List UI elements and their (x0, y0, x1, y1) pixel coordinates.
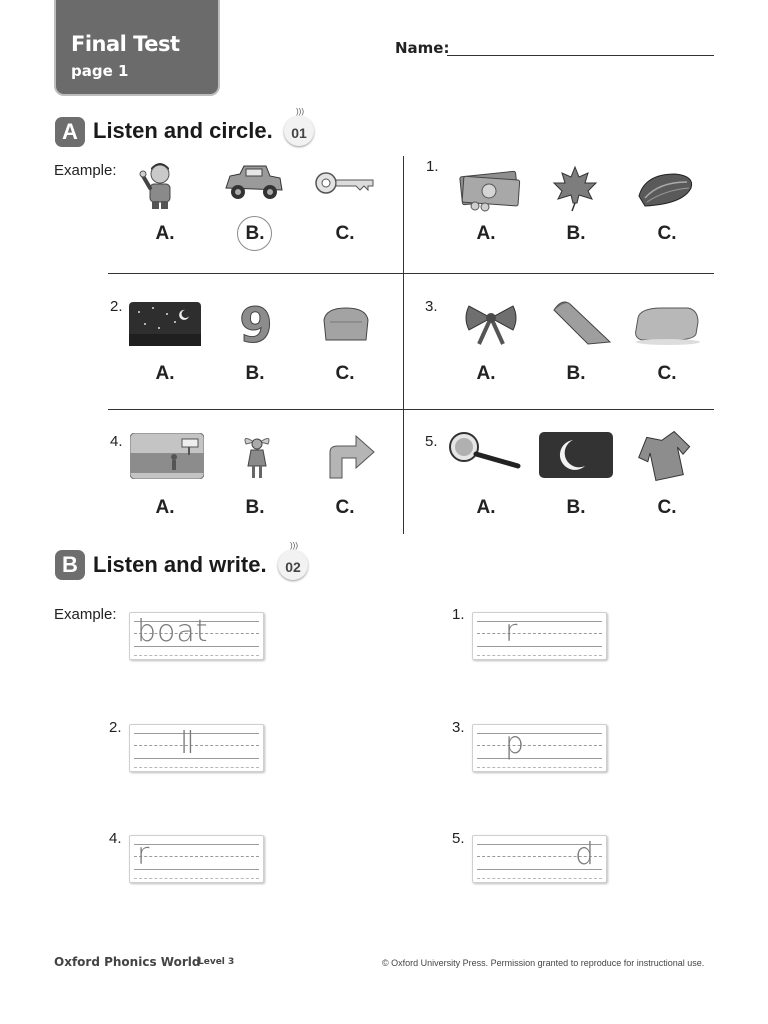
writing-box-1[interactable] (472, 612, 607, 660)
svg-text:9: 9 (239, 300, 273, 346)
audio-track-01[interactable] (284, 108, 316, 146)
boy-waving-picture (138, 160, 182, 210)
track-number: 02 (278, 550, 308, 580)
section-a-badge: A (55, 117, 85, 147)
choice-b[interactable]: B. (245, 363, 265, 384)
cone-picture (548, 298, 614, 346)
name-field[interactable] (447, 55, 714, 56)
soap-picture (632, 304, 702, 346)
choice-b[interactable]: B. (566, 497, 586, 518)
write-item-3-number: 3. (452, 719, 465, 736)
money-picture (457, 168, 523, 212)
given-letters: r (137, 837, 151, 872)
bow-picture (463, 302, 519, 346)
fairy-picture (242, 432, 272, 482)
choice-a[interactable]: A. (476, 497, 496, 518)
grid-divider-vertical (403, 156, 404, 534)
example-label: Example: (54, 162, 117, 179)
name-label: Name: (395, 39, 450, 57)
bread-picture (320, 304, 372, 344)
choice-b[interactable]: B. (566, 223, 586, 244)
writing-box-2[interactable] (129, 724, 264, 772)
given-letters: p (505, 726, 526, 761)
track-number: 01 (284, 116, 314, 146)
choice-b[interactable]: B. (566, 363, 586, 384)
given-letters: ll (180, 726, 193, 761)
maple-leaf-picture (550, 163, 600, 213)
choice-c[interactable]: C. (335, 497, 355, 518)
choice-c[interactable]: C. (657, 497, 677, 518)
night-sky-picture (129, 302, 201, 346)
jacket-picture (637, 430, 693, 482)
choice-c[interactable]: C. (657, 223, 677, 244)
page-title: Final Test (71, 32, 180, 56)
page-subtitle: page 1 (71, 62, 129, 80)
given-letters: r (505, 614, 519, 649)
seed-picture (635, 168, 697, 210)
write-item-4-number: 4. (109, 830, 122, 847)
item-2-number: 2. (110, 298, 123, 315)
writing-box-4[interactable] (129, 835, 264, 883)
section-b-title: Listen and write. (93, 552, 267, 577)
item-1-number: 1. (426, 158, 439, 175)
choice-a[interactable]: A. (476, 223, 496, 244)
jeep-picture (222, 162, 286, 204)
road-sign-picture (130, 433, 204, 479)
grid-divider-row-1 (108, 273, 714, 274)
given-letters: d (575, 837, 596, 872)
magnifying-glass-picture (446, 430, 522, 472)
choice-b[interactable]: B. (245, 497, 265, 518)
number-nine-picture (238, 300, 274, 346)
item-3-number: 3. (425, 298, 438, 315)
section-a-title: Listen and circle. (93, 118, 273, 143)
choice-c[interactable]: C. (335, 223, 355, 244)
audio-icon: ))) (290, 541, 298, 550)
footer-level: Level 3 (198, 957, 235, 967)
writing-box-3[interactable] (472, 724, 607, 772)
footer-brand: Oxford Phonics World (54, 955, 201, 969)
choice-a[interactable]: A. (476, 363, 496, 384)
write-item-5-number: 5. (452, 830, 465, 847)
writing-box-example (129, 612, 264, 660)
write-item-1-number: 1. (452, 606, 465, 623)
choice-a[interactable]: A. (155, 497, 175, 518)
moon-picture (539, 432, 613, 478)
key-picture (313, 170, 377, 198)
choice-c[interactable]: C. (657, 363, 677, 384)
choice-b[interactable]: B. (245, 223, 265, 244)
turn-arrow-picture (326, 434, 376, 480)
grid-divider-row-2 (108, 409, 714, 410)
section-b-badge: B (55, 550, 85, 580)
choice-a[interactable]: A. (155, 363, 175, 384)
write-item-2-number: 2. (109, 719, 122, 736)
item-5-number: 5. (425, 433, 438, 450)
footer-copyright: © Oxford University Press. Permission granted to reproduce for instructional use. (382, 958, 705, 968)
example-label: Example: (54, 606, 117, 623)
example-answer-text: boat (137, 614, 209, 649)
audio-track-02[interactable] (278, 542, 310, 580)
choice-c[interactable]: C. (335, 363, 355, 384)
choice-a[interactable]: A. (155, 223, 175, 244)
audio-icon: ))) (296, 107, 304, 116)
writing-box-5[interactable] (472, 835, 607, 883)
item-4-number: 4. (110, 433, 123, 450)
